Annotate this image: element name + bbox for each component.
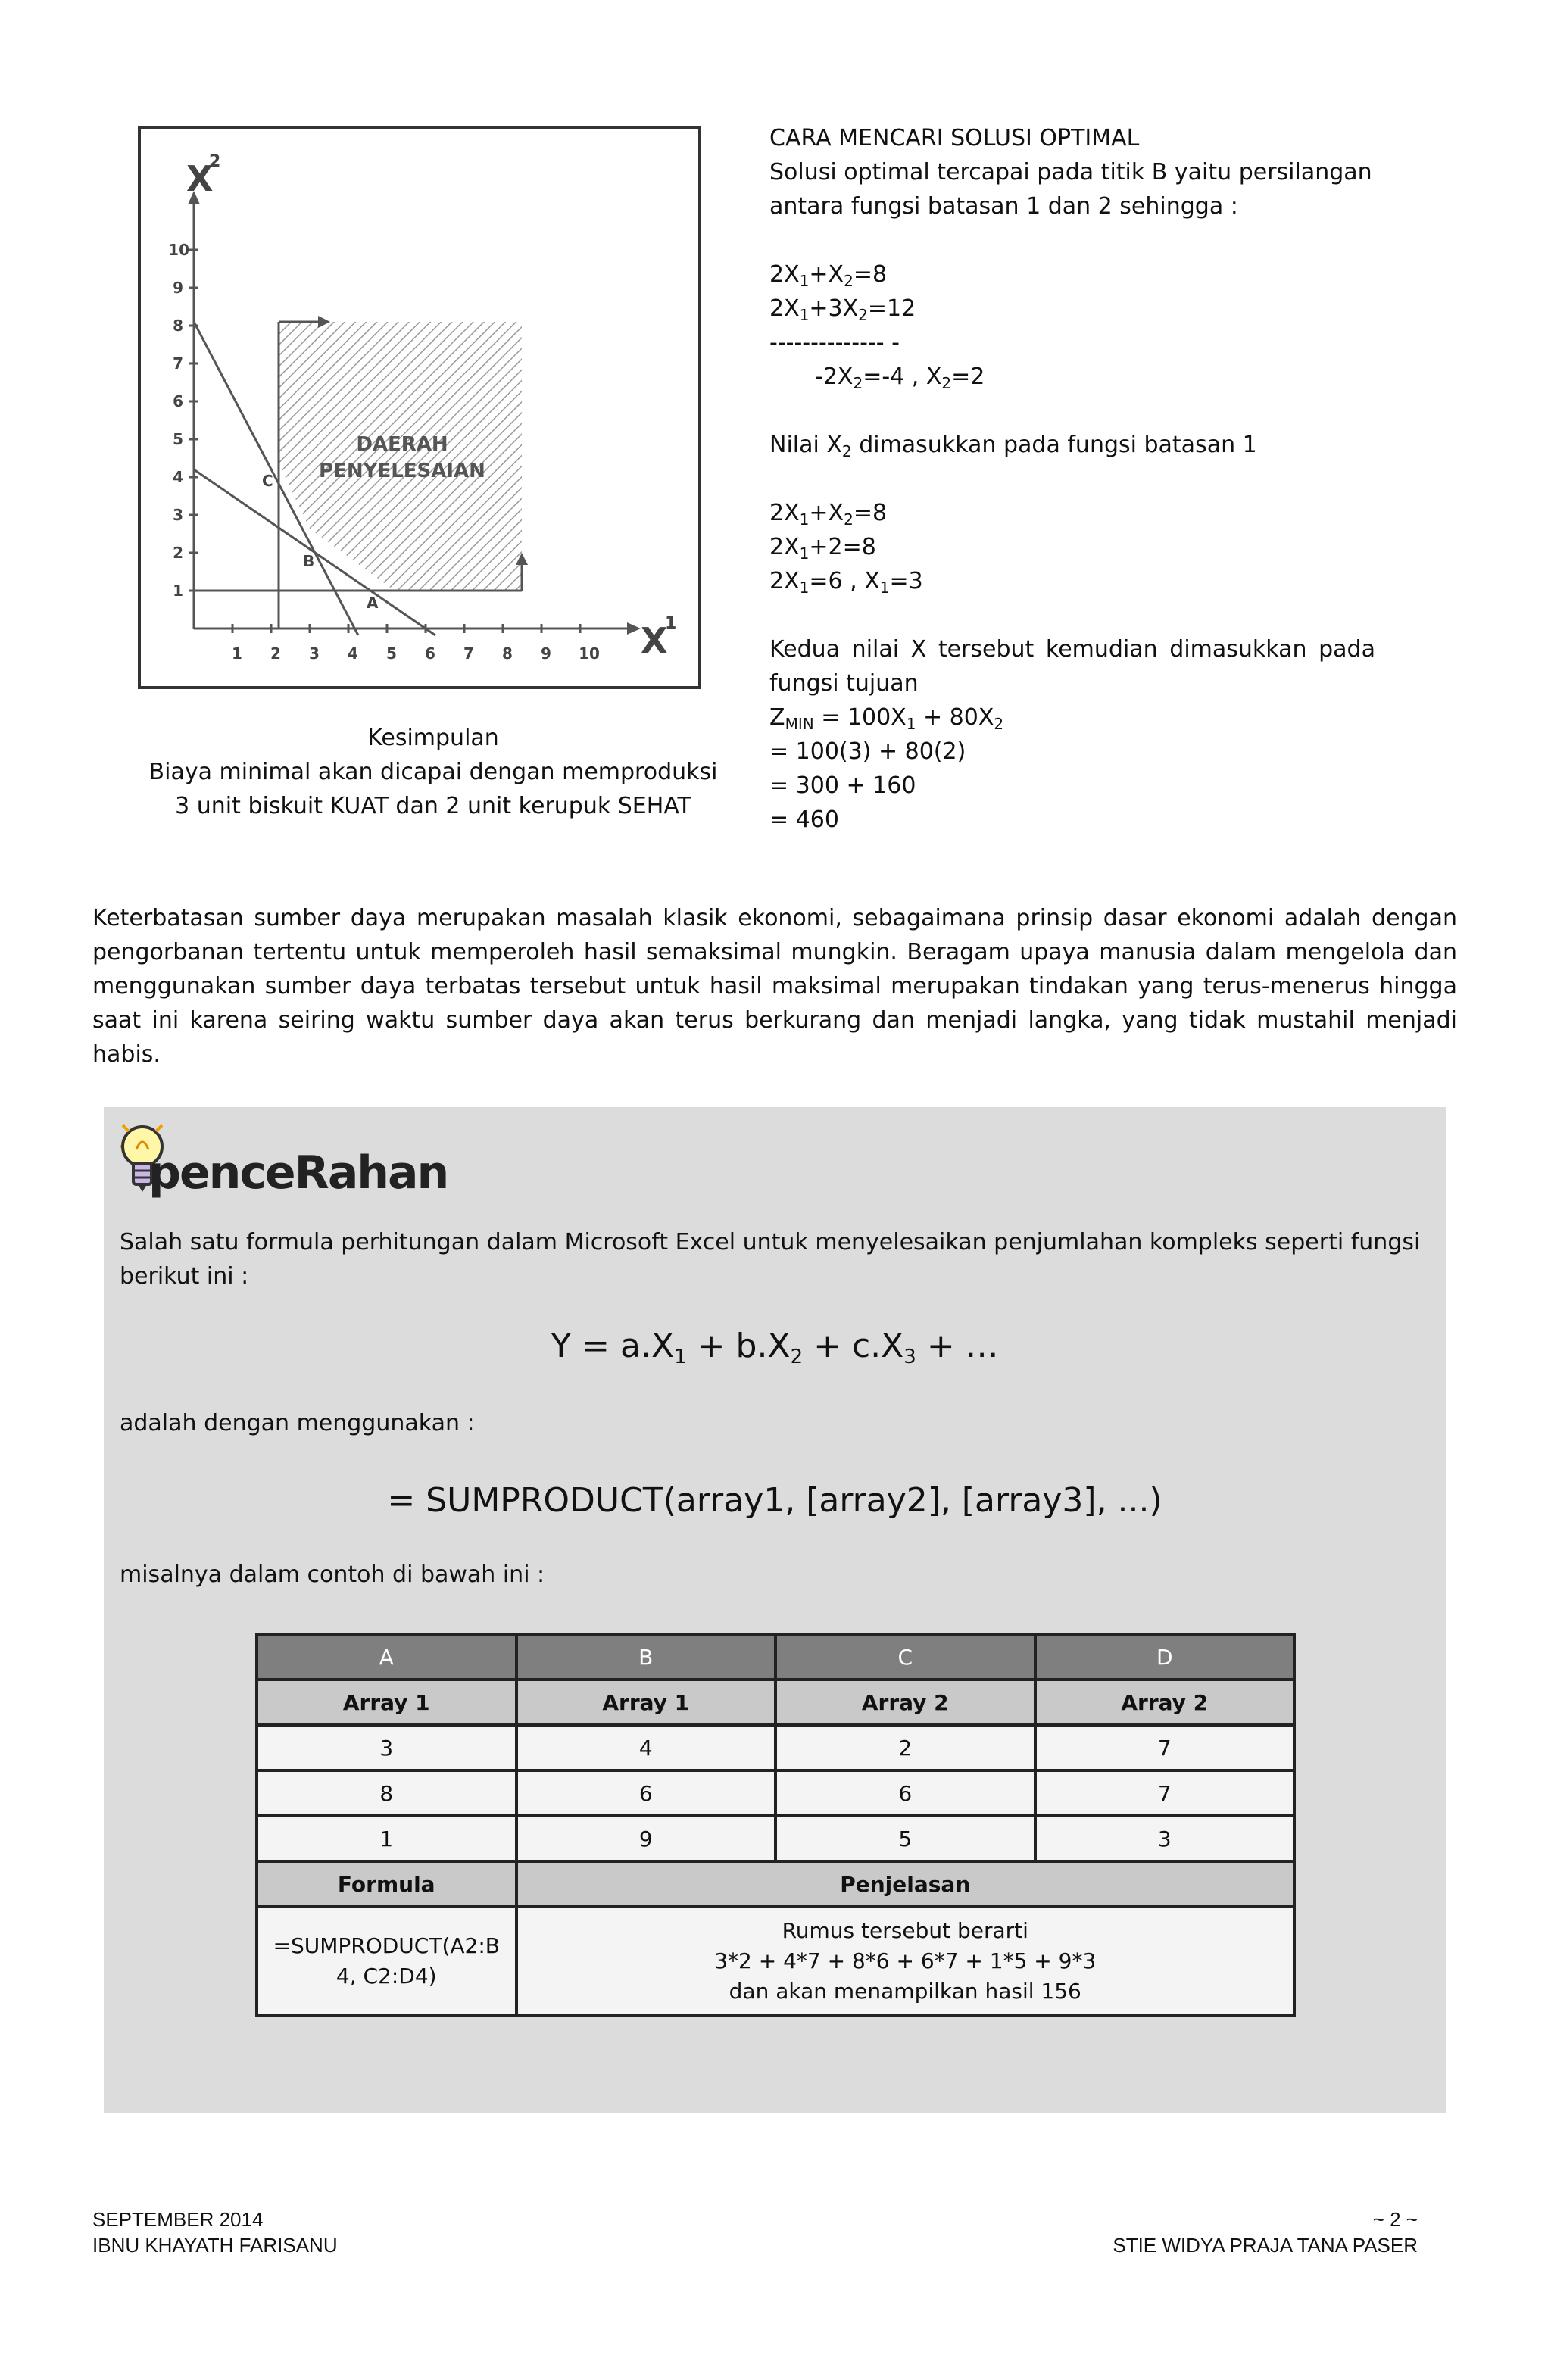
table-subheader-cell: Array 2 bbox=[1035, 1680, 1295, 1725]
formula-cell: =SUMPRODUCT(A2:B 4, C2:D4) bbox=[257, 1907, 516, 2016]
y-tick-label: 1 bbox=[173, 582, 183, 600]
x-tick-label: 5 bbox=[386, 644, 397, 663]
point-c-label: C bbox=[262, 472, 273, 490]
explanation-cell: Rumus tersebut berarti 3*2 + 4*7 + 8*6 + 6*7 + 1*5 + 9*3 dan akan menampilkan hasil 156 bbox=[516, 1907, 1295, 2016]
objective-note: Kedua nilai X tersebut kemudian dimasukkan pada fungsi tujuan bbox=[769, 636, 1375, 697]
point-a-label: A bbox=[367, 594, 379, 612]
substitute-note: Nilai $X_2$ dimasukkan pada fungsi batasan 1 bbox=[769, 432, 1257, 460]
zmin-step-1: = 100(3) + 80(2) bbox=[769, 738, 966, 765]
table-cell: 3 bbox=[1035, 1816, 1295, 1861]
x-axis-arrow-icon bbox=[627, 622, 641, 635]
x-tick-label: 7 bbox=[463, 644, 474, 663]
body-paragraph: Keterbatasan sumber daya merupakan masalah klasik ekonomi, sebagaimana prinsip dasar ekonomi adalah dengan pengorbanan tertentu untuk memperoleh hasil semaksimal mungkin. Beragam upaya manusia dalam mengelola dan menggunakan sumber daya terbatas tersebut untuk hasil maksimal merupakan tindakan yang terus-menerus hingga saat ini karena seiring waktu sumber daya akan terus berkurang dan menjadi langka, yang tidak mustahil menjadi habis. bbox=[92, 905, 1457, 1068]
lp-graph-figure bbox=[138, 126, 701, 689]
footer-left bbox=[92, 2207, 338, 2258]
y-tick-label: 2 bbox=[173, 544, 183, 562]
explanation-header-cell: Penjelasan bbox=[516, 1861, 1295, 1907]
footer-institution: STIE WIDYA PRAJA TANA PASER bbox=[1113, 2234, 1418, 2257]
x-tick-label: 10 bbox=[579, 644, 600, 663]
region-label-1: DAERAH bbox=[356, 433, 448, 456]
optimal-solution-section bbox=[769, 121, 1375, 837]
x-axis-sup: 1 bbox=[665, 614, 677, 633]
y-tick-label: 8 bbox=[173, 317, 183, 335]
table-cell: 4 bbox=[516, 1725, 776, 1770]
table-subheader-cell: Array 1 bbox=[516, 1680, 776, 1725]
solution-heading: CARA MENCARI SOLUSI OPTIMAL bbox=[769, 125, 1140, 151]
lp-graph-svg bbox=[141, 129, 698, 686]
x-tick-label: 8 bbox=[502, 644, 513, 663]
table-header-cell: A bbox=[257, 1634, 516, 1680]
feasible-region bbox=[279, 322, 522, 591]
conclusion-line-2: 3 unit biskuit KUAT dan 2 unit kerupuk SEHAT bbox=[175, 793, 691, 819]
table-cell: 8 bbox=[257, 1770, 516, 1816]
table-cell: 6 bbox=[776, 1770, 1035, 1816]
table-cell: 7 bbox=[1035, 1725, 1295, 1770]
y-axis-sup: 2 bbox=[209, 152, 221, 171]
table-row bbox=[257, 1770, 1294, 1816]
table-row bbox=[257, 1725, 1294, 1770]
y-tick-label: 7 bbox=[173, 354, 183, 373]
solution-desc-1: Solusi optimal tercapai pada titik B yaitu persilangan bbox=[769, 159, 1372, 186]
equation-2: $2X_1+3X_2=12$ bbox=[769, 295, 916, 324]
equation-3: $-2X_2=-4$ , $X_2=2$ bbox=[815, 363, 985, 392]
zmin-step-2: = 300 + 160 bbox=[769, 772, 916, 799]
box-line-2: adalah dengan menggunakan : bbox=[120, 1410, 475, 1436]
x-tick-label: 6 bbox=[425, 644, 435, 663]
table-cell: 1 bbox=[257, 1816, 516, 1861]
x-axis-label: X bbox=[641, 620, 668, 661]
formula-header-cell: Formula bbox=[257, 1861, 516, 1907]
y-tick-label: 3 bbox=[173, 506, 183, 524]
conclusion-title: Kesimpulan bbox=[367, 725, 499, 751]
box-title-text: penceRahan bbox=[148, 1146, 448, 1199]
conclusion-line-1: Biaya minimal akan dicapai dengan memproduksi bbox=[148, 759, 718, 785]
box-intro: Salah satu formula perhitungan dalam Microsoft Excel untuk menyelesaikan penjumlahan kompleks seperti fungsi berikut ini : bbox=[120, 1229, 1421, 1290]
x-tick-label: 2 bbox=[270, 644, 281, 663]
table-header-cell: B bbox=[516, 1634, 776, 1680]
y-tick-label: 4 bbox=[173, 468, 183, 486]
table-cell: 7 bbox=[1035, 1770, 1295, 1816]
formula-sumproduct: = SUMPRODUCT(array1, [array2], [array3], ...) bbox=[387, 1481, 1162, 1520]
x-tick-label: 4 bbox=[348, 644, 358, 663]
subtraction-line: -------------- - bbox=[769, 329, 900, 356]
table-formula-row bbox=[257, 1907, 1294, 2016]
table-cell: 5 bbox=[776, 1816, 1035, 1861]
table-header-cell: D bbox=[1035, 1634, 1295, 1680]
y-tick-label: 6 bbox=[173, 392, 183, 410]
equation-4: $2X_1+X_2=8$ bbox=[769, 500, 888, 529]
conclusion bbox=[138, 721, 729, 823]
table-cell: 9 bbox=[516, 1816, 776, 1861]
formula-linear-sum: $Y = a.X_1 + b.X_2 + c.X_3$ + … bbox=[551, 1327, 999, 1368]
zmin-result: = 460 bbox=[769, 806, 839, 833]
equation-6: $2X_1=6$ , $X_1=3$ bbox=[769, 568, 923, 597]
y-tick-label: 10 bbox=[168, 241, 189, 259]
solution-desc-2: antara fungsi batasan 1 dan 2 sehingga : bbox=[769, 193, 1238, 220]
table-cell: 3 bbox=[257, 1725, 516, 1770]
zmin-equation: $Z_{MIN} = 100X_1 + 80X_2$ bbox=[769, 704, 1004, 733]
table-formula-header-row bbox=[257, 1861, 1294, 1907]
page-number: ~ 2 ~ bbox=[1372, 2208, 1418, 2231]
table-subheader-cell: Array 2 bbox=[776, 1680, 1035, 1725]
table-cell: 6 bbox=[516, 1770, 776, 1816]
table-header-row bbox=[257, 1634, 1294, 1680]
table-cell: 2 bbox=[776, 1725, 1035, 1770]
point-b-label: B bbox=[303, 552, 315, 570]
table-row bbox=[257, 1816, 1294, 1861]
box-line-3: misalnya dalam contoh di bawah ini : bbox=[120, 1561, 545, 1588]
table-header-cell: C bbox=[776, 1634, 1035, 1680]
equation-1: $2X_1+X_2=8$ bbox=[769, 261, 888, 290]
x-tick-label: 1 bbox=[232, 644, 242, 663]
sumproduct-example-table bbox=[255, 1633, 1296, 2017]
x-tick-label: 9 bbox=[541, 644, 551, 663]
footer-date: SEPTEMBER 2014 bbox=[92, 2208, 264, 2231]
table-subheader-cell: Array 1 bbox=[257, 1680, 516, 1725]
region-label-2: PENYELESAIAN bbox=[319, 460, 485, 482]
table-subheader-row bbox=[257, 1680, 1294, 1725]
equation-5: $2X_1+2=8$ bbox=[769, 534, 876, 563]
y-tick-label: 9 bbox=[173, 279, 183, 297]
x-tick-label: 3 bbox=[309, 644, 320, 663]
footer-right bbox=[1113, 2207, 1418, 2258]
footer-author: IBNU KHAYATH FARISANU bbox=[92, 2234, 338, 2257]
y-tick-label: 5 bbox=[173, 430, 183, 448]
y-axis-label: X bbox=[186, 158, 214, 199]
